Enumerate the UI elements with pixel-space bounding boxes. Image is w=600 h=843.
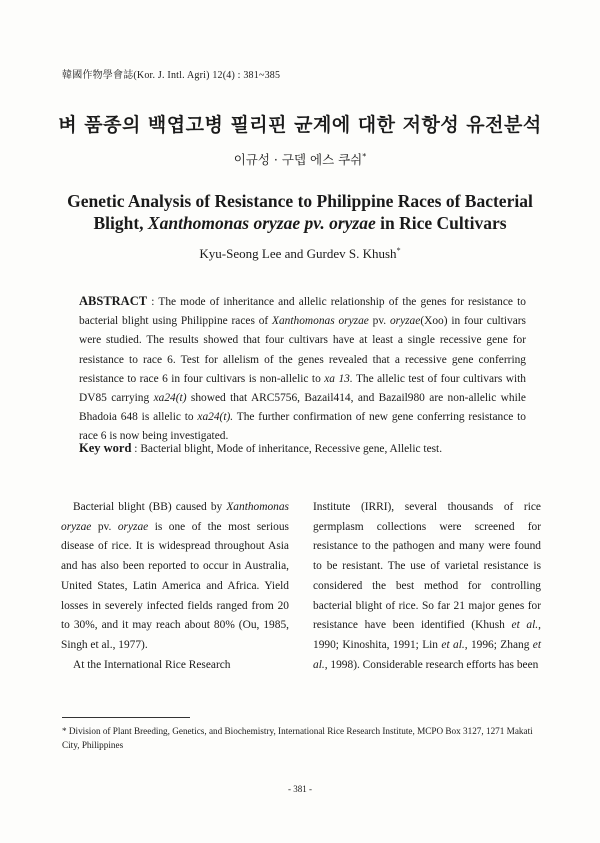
keyword-label: Key word: [79, 441, 132, 455]
page-number: - 381 -: [288, 784, 312, 794]
english-title-line2-a: Blight,: [93, 213, 148, 233]
body-r-c: , 1990; Kinoshita, 1991; Lin: [313, 619, 541, 651]
keywords: [79, 441, 526, 456]
body-r-etal-3: et al.: [313, 638, 542, 671]
abstract-pathovar: oryzae: [389, 315, 421, 328]
footnote: * Division of Plant Breeding, Genetics, and Biochemistry, International Rice Research Institute, MCPO Box 3127, 1271 Makati City, Philippines: [62, 726, 533, 750]
abstract-text-7: The allelic test of four cultivars with DV85 carrying: [79, 372, 526, 405]
korean-title: 벼 품종의 백엽고병 필리핀 균계에 대한 저항성 유전분석: [58, 114, 542, 136]
journal-citation: 韓國作物學會誌(Kor. J. Intl. Agri) 12(4) : 381~385: [62, 70, 281, 81]
korean-authors: [0, 150, 600, 168]
abstract-text-9: showed that ARC5756, Bazail414, and Bazail980 are non-allelic while Bhadoia 648 is allelic to: [79, 392, 526, 424]
body-p1-e: is one of the most serious disease of rice. It is widespread throughout Asia and has also been reported to occur in Australia, United States, Latin America and Africa. Yield losses in severely infected fields ranged from 20 to 30%, and it may reach about 80% (Ou, 1985, Singh et al., 1977).: [61, 520, 289, 651]
body-r-a: Institute (IRRI), several thousands of rice germplasm collections were screened for resistance to the pathogen and many were found to be resistant. The use of varietal resistance is considered the best method for controlling bacterial blight of rice. So far 21 major genes for resistance have been identified (Khush: [313, 501, 541, 632]
abstract-text-5: (Xoo) in four cultivars were studied. The results showed that four cultivars have at least a single recessive gene for resistance to race 6. Test for allelism of the genes revealed that a recessive gene conferring resistance to race 6 in four cultivars is non-allelic to: [79, 315, 526, 385]
english-authors: [0, 246, 600, 262]
body-r-etal-1: et al.: [511, 619, 539, 632]
abstract-label: ABSTRACT: [79, 294, 148, 308]
english-author-mark: *: [396, 246, 401, 255]
english-title: [30, 190, 570, 234]
abstract-separator: :: [147, 296, 159, 308]
korean-author-names: 이규성 · 구뎁 에스 쿠쉬: [233, 152, 363, 167]
abstract-text-11: The further confirmation of new gene conferring resistance to race 6 is now being investigated.: [79, 411, 526, 443]
body-p1-c: pv.: [91, 520, 118, 533]
abstract-gene-xa13: xa 13.: [324, 372, 353, 385]
korean-author-mark: *: [362, 152, 367, 161]
body-column-left: [61, 498, 289, 675]
english-author-names: Kyu-Seong Lee and Gurdev S. Khush: [199, 246, 397, 261]
body-p1-pathovar: oryzae: [117, 520, 149, 533]
keyword-text: Bacterial blight, Mode of inheritance, Recessive gene, Allelic test.: [140, 443, 443, 455]
body-r-e: , 1996; Zhang: [464, 638, 533, 651]
english-title-line1: Genetic Analysis of Resistance to Philippine Races of Bacterial: [67, 191, 533, 211]
english-title-line2-c: in Rice Cultivars: [375, 213, 507, 233]
abstract-species: Xanthomonas oryzae: [272, 315, 369, 328]
body-paragraph-2: At the International Rice Research: [73, 658, 231, 671]
body-column-right: [313, 498, 541, 675]
english-title-species: Xanthomonas oryzae pv. oryzae: [147, 213, 376, 233]
abstract-gene-xa24: xa24(t): [153, 392, 187, 405]
footnote-rule: [62, 717, 190, 718]
abstract-text-3: pv.: [368, 315, 390, 328]
body-p1-a: Bacterial blight (BB) caused by: [73, 501, 227, 513]
body-paragraph-1: [61, 498, 289, 656]
abstract-gene-xa24-2: xa24(t).: [197, 411, 234, 424]
keyword-separator: :: [131, 443, 141, 455]
abstract-text-1: The mode of inheritance and allelic relationship of the genes for resistance to bacterial blight using Philippine races of: [79, 296, 526, 328]
body-r-etal-2: et al.: [441, 638, 465, 651]
body-paragraph-3: [313, 498, 541, 675]
body-p1-species: Xanthomonas oryzae: [61, 501, 289, 533]
body-r-g: , 1998). Considerable research efforts has been: [324, 658, 539, 671]
abstract: [79, 292, 526, 447]
